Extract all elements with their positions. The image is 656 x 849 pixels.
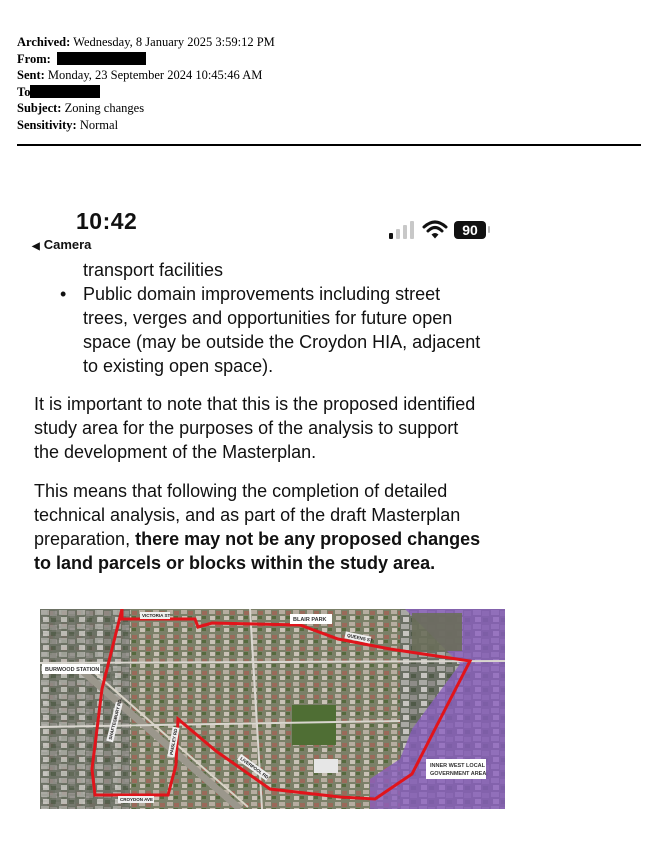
back-to-camera-button[interactable]: [32, 237, 91, 252]
aerial-map: [40, 609, 505, 809]
sent-label: Sent:: [17, 68, 45, 82]
sent-row: [17, 67, 637, 84]
map-label-shaftesbury: SHAFTESBURY RD: [107, 698, 123, 741]
emphasis-line: to land parcels or blocks within the study area.: [34, 553, 436, 573]
paragraph-line: the development of the Masterplan.: [34, 442, 317, 462]
battery-tip: [488, 226, 490, 233]
sent-value: Monday, 23 September 2024 10:45:46 AM: [47, 68, 263, 82]
sensitivity-row: [17, 117, 637, 134]
subject-value: Zoning changes: [64, 101, 145, 115]
study-area-map: [40, 609, 505, 809]
building: [314, 759, 338, 773]
paragraph-line: This means that following the completion of detailed: [34, 481, 448, 501]
paragraph-line-mixed: [34, 527, 594, 551]
paragraph-no-changes: [34, 479, 594, 575]
email-header: [17, 34, 637, 133]
map-label-liverpool: LIVERPOOL RD: [239, 755, 270, 780]
to-row: [17, 84, 637, 101]
back-label: Camera: [43, 237, 92, 252]
header-divider: [17, 144, 641, 146]
status-time: 10:42: [76, 208, 138, 234]
blair-park-field: [412, 613, 462, 651]
archived-row: [17, 34, 637, 51]
continued-line: transport facilities: [83, 260, 224, 280]
bullet-line: Public domain improvements including street: [83, 284, 441, 304]
subject-label: Subject:: [17, 101, 62, 115]
wifi-icon: [422, 220, 448, 240]
archived-label: Archived:: [17, 35, 71, 49]
paragraph-text: preparation,: [34, 529, 136, 549]
signal-icon: [388, 220, 416, 240]
bullet-line: to existing open space).: [83, 356, 274, 376]
status-icons: [388, 220, 498, 242]
map-label-croydon: CROYDON AVE: [120, 797, 154, 802]
battery-icon: 90: [454, 221, 486, 239]
bullet-dot: •: [60, 284, 67, 304]
paragraph-line: It is important to note that this is the proposed identified: [34, 394, 476, 414]
bullet-line: space (may be outside the Croydon HIA, adjacent: [83, 332, 481, 352]
sensitivity-label: Sensitivity:: [17, 117, 77, 132]
map-label-victoria: VICTORIA ST: [142, 613, 171, 618]
bullet-line: trees, verges and opportunities for future open: [83, 308, 453, 328]
park-green: [292, 705, 336, 745]
sensitivity-value: Normal: [79, 117, 119, 132]
archived-value: Wednesday, 8 January 2025 3:59:12 PM: [73, 35, 275, 49]
paragraph-study-area: [34, 392, 594, 464]
from-row: [17, 51, 637, 68]
map-label-blair-park: BLAIR PARK: [293, 617, 327, 623]
back-arrow-icon: ◀: [32, 241, 40, 252]
map-label-inner-west-1: INNER WEST LOCAL: [430, 763, 485, 769]
paragraph-line: study area for the purposes of the analysis to support: [34, 418, 459, 438]
map-label-burwood-station: BURWOOD STATION: [45, 667, 100, 673]
emphasis-text: there may not be any proposed changes: [135, 529, 481, 549]
to-redaction: [30, 85, 100, 98]
map-label-inner-west-2: GOVERNMENT AREA: [430, 771, 487, 777]
paragraph-line: technical analysis, and as part of the draft Masterplan: [34, 505, 461, 525]
map-label-queens: QUEENS ST: [346, 632, 374, 644]
bullet-item: [34, 282, 594, 378]
from-redaction: [57, 52, 146, 65]
subject-row: [17, 100, 637, 117]
map-label-paisley: PAISLEY RD: [168, 728, 179, 756]
document-body: [34, 258, 594, 575]
to-label: To: [17, 84, 31, 99]
from-label: From:: [17, 51, 51, 66]
